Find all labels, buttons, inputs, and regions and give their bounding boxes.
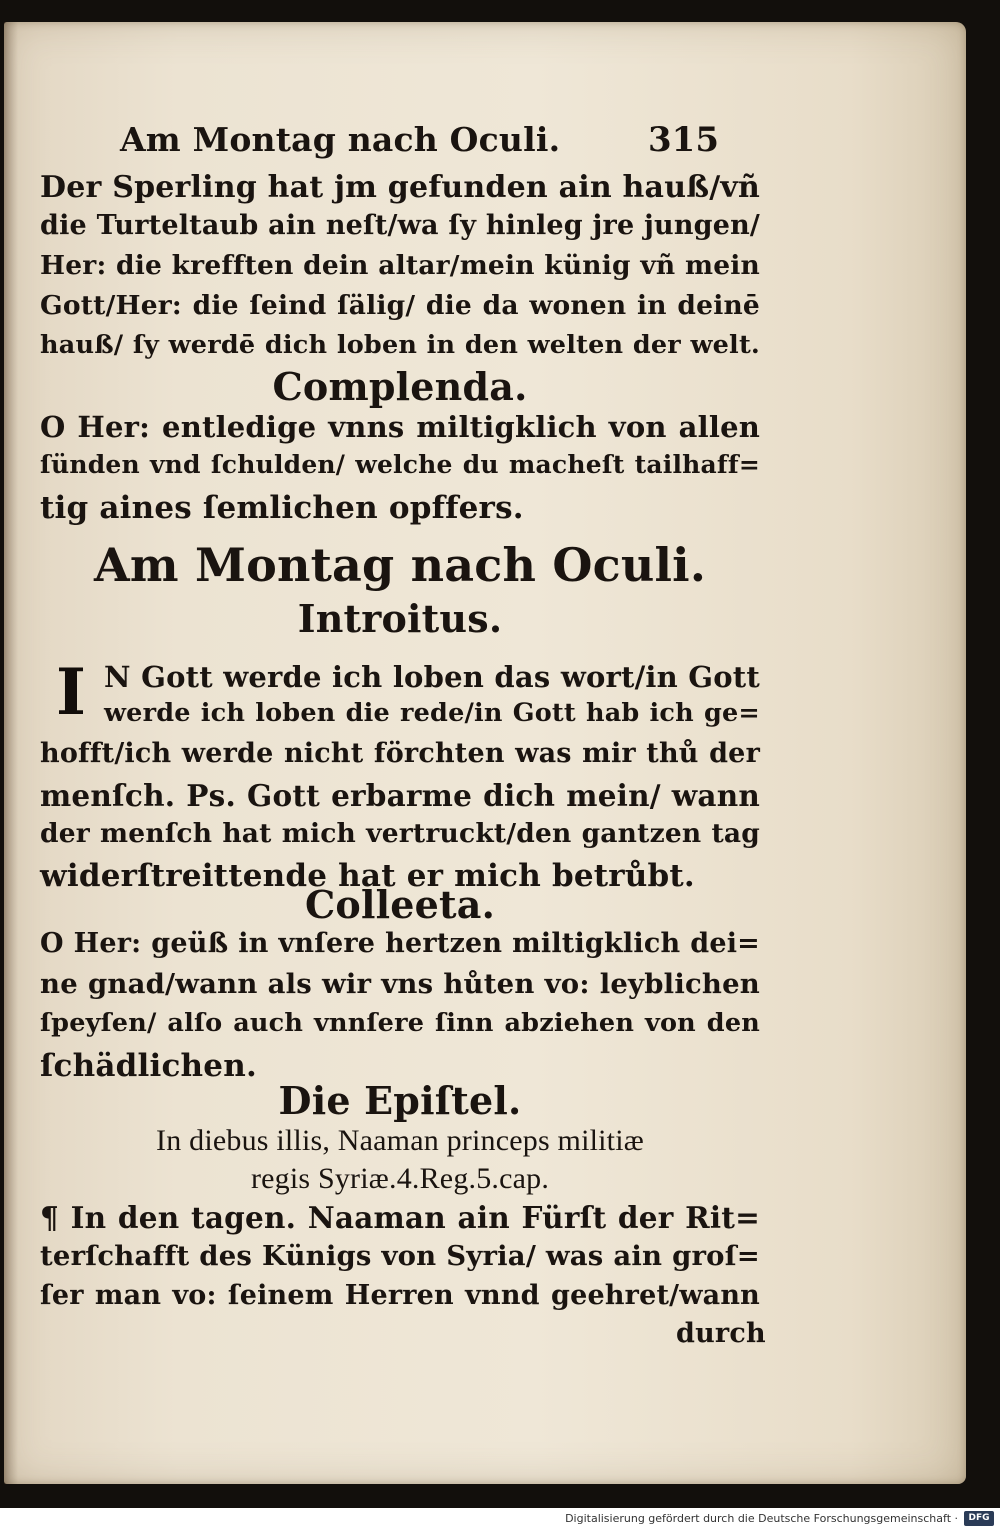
text-line: O Her: geüß in vnſere hertzen miltigklich dei= (40, 928, 760, 959)
page-number: 315 (648, 120, 719, 160)
dfg-logo[interactable]: DFG (964, 1511, 994, 1526)
page-gutter-shadow (4, 22, 18, 1484)
drop-capital: I (56, 655, 86, 730)
text-line: terſchafft des Künigs von Syria/ was ain groſ= (40, 1240, 760, 1272)
text-line: ſer man vo: ſeinem Herren vnnd geehret/wann (40, 1280, 760, 1311)
text-line: die Turteltaub ain neſt/wa ſy hinleg jre jungen/ (40, 210, 760, 241)
text-line: tig aines ſemlichen opffers. (40, 490, 524, 526)
text-line: ¶ In den tagen. Naaman ain Fürſt der Rit= (40, 1200, 760, 1235)
text-line: hofft/ich werde nicht förchten was mir thů der (40, 738, 760, 769)
collecta-heading: Colleeta. (304, 882, 496, 927)
text-line: O Her: entledige vnns miltigklich von allen (40, 410, 760, 444)
text-line: werde ich loben die rede/in Gott hab ich ge= (104, 698, 760, 728)
complenda-heading: Complenda. (272, 364, 528, 409)
text-line: Gott/Her: die ſeind ſälig/ die da wonen in deinē (40, 290, 760, 321)
latin-line: regis Syriæ.4.Reg.5.cap. (250, 1162, 550, 1195)
text-line: Der Sperling hat jm gefunden ain hauß/vñ (40, 170, 760, 205)
text-line: hauß/ ſy werdē dich loben in den welten der welt. (40, 330, 760, 360)
text-line: ne gnad/wann als wir vns hůten vo: leyblichen (40, 968, 760, 1000)
text-line: widerſtreittende hat er mich betrůbt. (40, 858, 695, 894)
catchword: durch (676, 1318, 766, 1349)
section-title: Am Montag nach Oculi. (93, 538, 707, 592)
text-line: ſchädlichen. (40, 1048, 257, 1084)
text-line: menſch. Ps. Gott erbarme dich mein/ wann (40, 778, 760, 813)
text-line: ſünden vnd ſchulden/ welche du macheſt tailhaff= (40, 450, 760, 479)
latin-line: In diebus illis, Naaman princeps militiæ (156, 1124, 644, 1157)
text-line: N Gott werde ich loben das wort/in Gott (104, 660, 760, 694)
text-line: Her: die krefften dein altar/mein künig vñ mein (40, 250, 760, 281)
text-line: der menſch hat mich vertruckt/den gantzen tag (40, 818, 760, 849)
footer-credit: Digitalisierung gefördert durch die Deutsche Forschungsgemeinschaft · (565, 1512, 958, 1525)
epistel-heading: Die Epiſtel. (278, 1078, 522, 1123)
introitus-heading: Introitus. (297, 596, 503, 641)
footer-bar (0, 1508, 1000, 1530)
text-line: ſpeyſen/ alſo auch vnnſere ſinn abziehen von den (40, 1008, 760, 1038)
running-head: Am Montag nach Oculi. (120, 120, 561, 159)
